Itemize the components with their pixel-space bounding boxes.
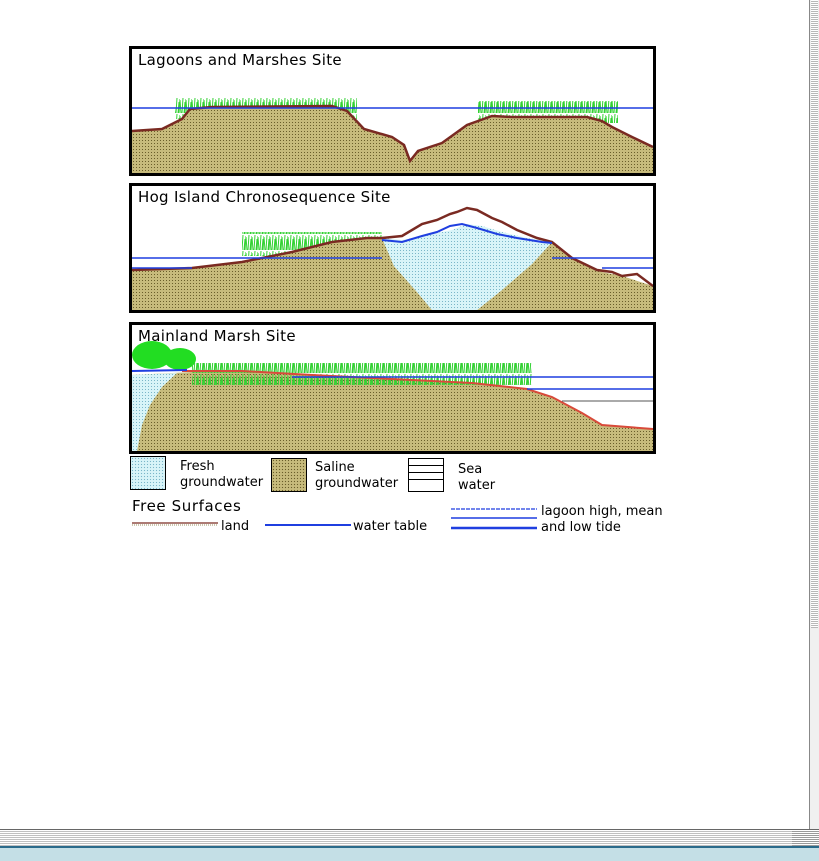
- panel-title: Mainland Marsh Site: [138, 327, 296, 345]
- land-legend-label: land: [221, 519, 250, 534]
- sea-label-line2: water: [458, 478, 496, 493]
- sea-legend-label: [458, 462, 495, 494]
- tide-label-line2: and low tide: [541, 520, 621, 535]
- tide-legend-lines: [451, 506, 537, 532]
- saline-legend-label: [315, 460, 398, 492]
- hog-island-panel: [129, 183, 656, 313]
- fresh-legend-label: [180, 459, 263, 491]
- horizontal-scrollbar[interactable]: [0, 829, 819, 846]
- land-legend-line: [132, 520, 218, 528]
- saline-label-line1: Saline: [315, 460, 355, 475]
- horizontal-scrollbar-thumb[interactable]: [0, 830, 792, 846]
- tide-legend-label: [541, 504, 663, 536]
- vertical-scrollbar[interactable]: [809, 0, 819, 829]
- saline-groundwater-swatch: [271, 458, 307, 492]
- mainland-marsh-panel: [129, 322, 656, 454]
- sea-water-swatch: [408, 458, 444, 492]
- shrub-patch-2: [164, 348, 196, 370]
- fresh-label-line1: Fresh: [180, 459, 215, 474]
- marsh-vegetation: [192, 363, 532, 385]
- sea-label-line1: Sea: [458, 462, 483, 477]
- vertical-scrollbar-thumb[interactable]: [811, 0, 818, 628]
- panel-title: Lagoons and Marshes Site: [138, 51, 342, 69]
- water-table-legend-label: water table: [353, 519, 428, 534]
- fresh-groundwater-swatch: [130, 456, 166, 490]
- water-table-line: [132, 370, 187, 371]
- saline-label-line2: groundwater: [315, 476, 399, 491]
- free-surfaces-title: Free Surfaces: [132, 497, 242, 515]
- tide-label-line1: lagoon high, mean: [541, 504, 663, 519]
- water-table-legend-line: [265, 522, 351, 528]
- panel-title: Hog Island Chronosequence Site: [138, 188, 391, 206]
- lagoons-marshes-panel: [129, 46, 656, 176]
- fresh-label-line2: groundwater: [180, 475, 264, 490]
